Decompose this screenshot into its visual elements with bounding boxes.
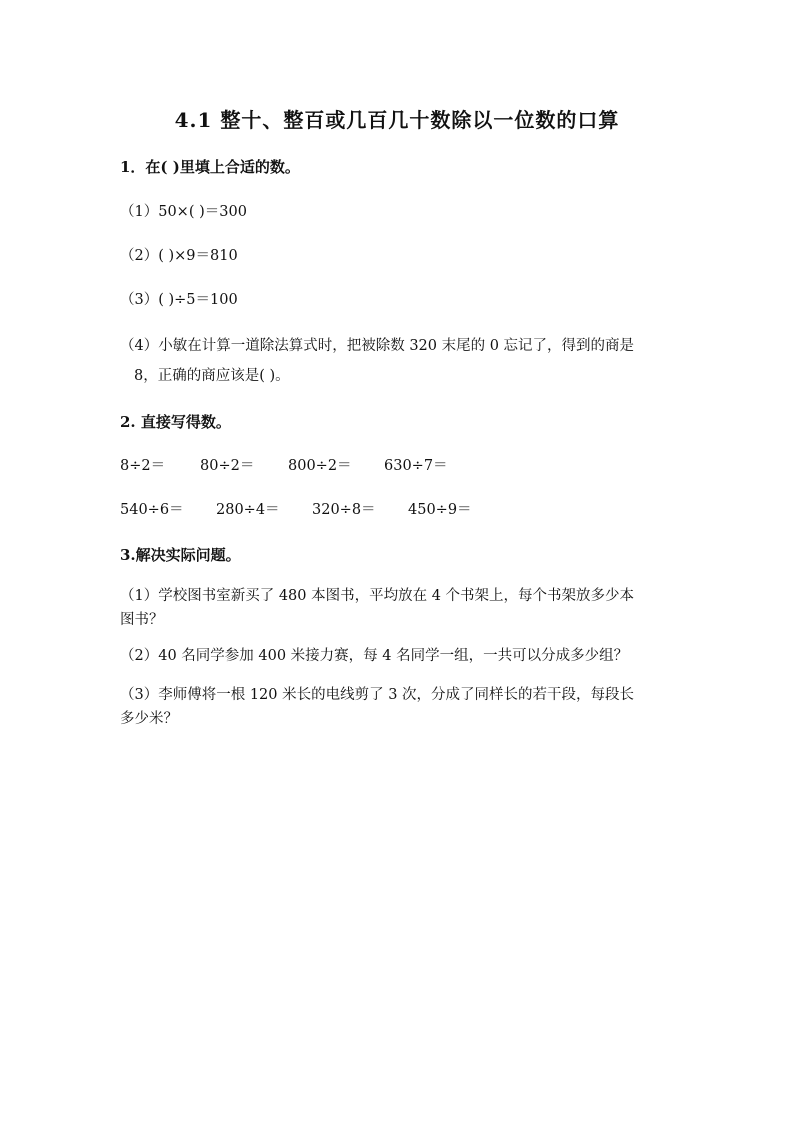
section3-heading: 3.解决实际问题。 (120, 546, 241, 564)
section1-item-4-line1: （4）小敏在计算一道除法算式时，把被除数 320 末尾的 0 忘记了，得到的商是 (120, 338, 635, 354)
section1-item-4-line2: 8，正确的商应该是( )。 (134, 368, 290, 384)
section2-heading: 2. 直接写得数。 (120, 413, 231, 431)
calc-item: 320÷8＝ (312, 502, 376, 518)
section1-item-2: （2）( )×9＝810 (120, 248, 238, 264)
calc-item: 630÷7＝ (384, 458, 448, 474)
section1-item-3: （3）( )÷5＝100 (120, 292, 238, 308)
calc-item: 800÷2＝ (288, 458, 352, 474)
calc-item: 80÷2＝ (200, 458, 255, 474)
calc-item: 450÷9＝ (408, 502, 472, 518)
section1-item-1: （1）50×( )＝300 (120, 204, 247, 220)
section1-heading: 1．在( )里填上合适的数。 (120, 158, 300, 176)
problem-3-line2: 多少米？ (120, 711, 178, 727)
calc-item: 280÷4＝ (216, 502, 280, 518)
problem-3-line1: （3）李师傅将一根 120 米长的电线剪了 3 次，分成了同样长的若干段，每段长 (120, 687, 635, 703)
calc-item: 540÷6＝ (120, 502, 184, 518)
page-title: 4.1 整十、整百或几百几十数除以一位数的口算 (174, 108, 620, 132)
problem-1-line2: 图书？ (120, 612, 164, 628)
problem-1-line1: （1）学校图书室新买了 480 本图书，平均放在 4 个书架上，每个书架放多少本 (120, 588, 635, 604)
problem-2-line1: （2）40 名同学参加 400 米接力赛，每 4 名同学一组，一共可以分成多少组？ (120, 648, 629, 664)
calc-item: 8÷2＝ (120, 458, 166, 474)
